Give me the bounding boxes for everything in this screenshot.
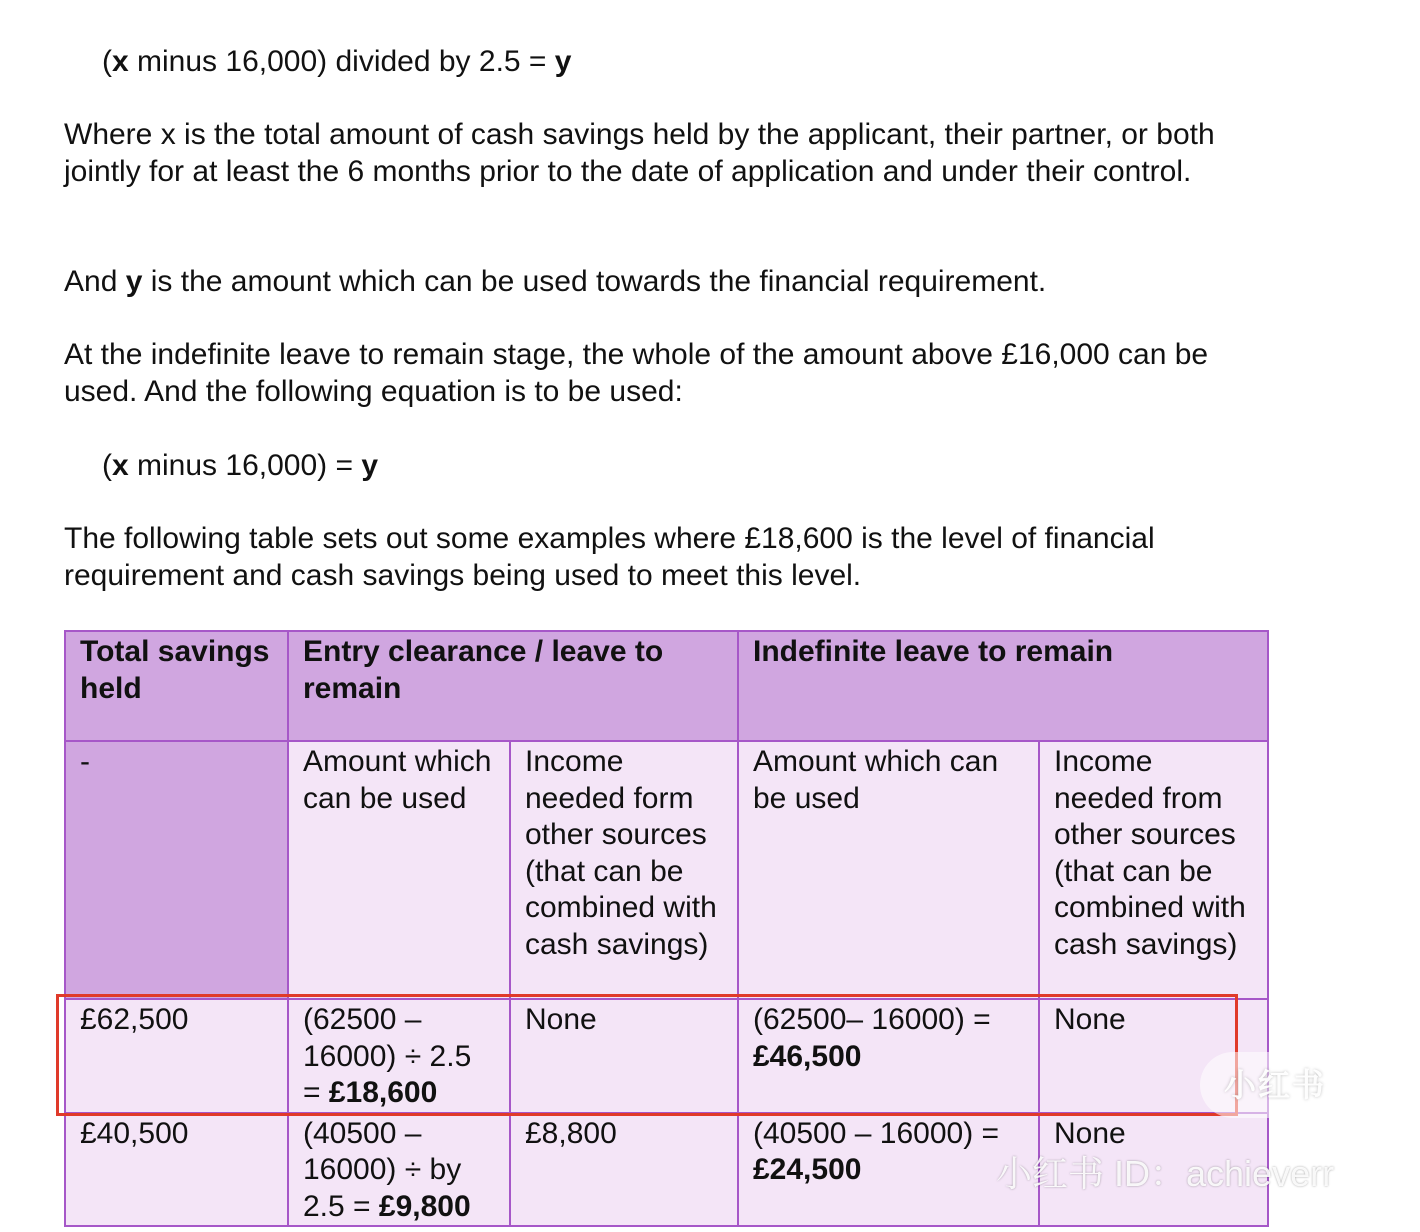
cell-entry-amount: (40500 – 16000) ÷ by 2.5 = £9,800 xyxy=(288,1113,510,1227)
header-total-savings: Total savings held xyxy=(65,631,288,741)
paragraph-ilr-stage: At the indefinite leave to remain stage, the whole of the amount above £16,000 can be used. And the following equation is to be used: xyxy=(64,338,1209,408)
savings-examples-table xyxy=(64,630,1269,1227)
cell-entry-income: None xyxy=(510,999,738,1113)
cell-total: £62,500 xyxy=(65,999,288,1113)
cell-ilr-income: None xyxy=(1039,999,1268,1113)
cell-ilr-income: None xyxy=(1039,1113,1268,1227)
table-subheader-row xyxy=(65,741,1268,999)
paragraph-table-intro: The following table sets out some examples where £18,600 is the level of financial requirement and cash savings being used to meet this level. xyxy=(64,522,1155,592)
watermark-logo: 小红书 xyxy=(1200,1052,1350,1118)
cell-ilr-amount: (40500 – 16000) = £24,500 xyxy=(738,1113,1039,1227)
header-entry-clearance: Entry clearance / leave to remain xyxy=(288,631,738,741)
subheader-dash: - xyxy=(65,741,288,999)
cell-entry-income: £8,800 xyxy=(510,1113,738,1227)
paragraph-definition-x: Where x is the total amount of cash savings held by the applicant, their partner, or both jointly for at least the 6 months prior to the date of application and under their control. xyxy=(64,118,1215,188)
cell-total: £40,500 xyxy=(65,1113,288,1227)
cell-entry-amount: (62500 – 16000) ÷ 2.5 = £18,600 xyxy=(288,999,510,1113)
subheader-entry-income: Income needed form other sources (that can be combined with cash savings) xyxy=(510,741,738,999)
paragraph-definition-y: And y is the amount which can be used towards the financial requirement. xyxy=(64,265,1047,298)
equation-savings-entry: (x minus 16,000) divided by 2.5 = y xyxy=(102,45,572,78)
cell-ilr-amount: (62500– 16000) = £46,500 xyxy=(738,999,1039,1113)
header-indefinite-leave: Indefinite leave to remain xyxy=(738,631,1268,741)
subheader-ilr-amount: Amount which can be used xyxy=(738,741,1039,999)
subheader-entry-amount: Amount which can be used xyxy=(288,741,510,999)
subheader-ilr-income: Income needed from other sources (that can be combined with cash savings) xyxy=(1039,741,1268,999)
equation-savings-ilr: (x minus 16,000) = y xyxy=(102,449,379,482)
watermark-text: 小红书 ID：achieverr xyxy=(996,1153,1335,1194)
table-header-row xyxy=(65,631,1268,741)
table-row xyxy=(65,999,1268,1113)
